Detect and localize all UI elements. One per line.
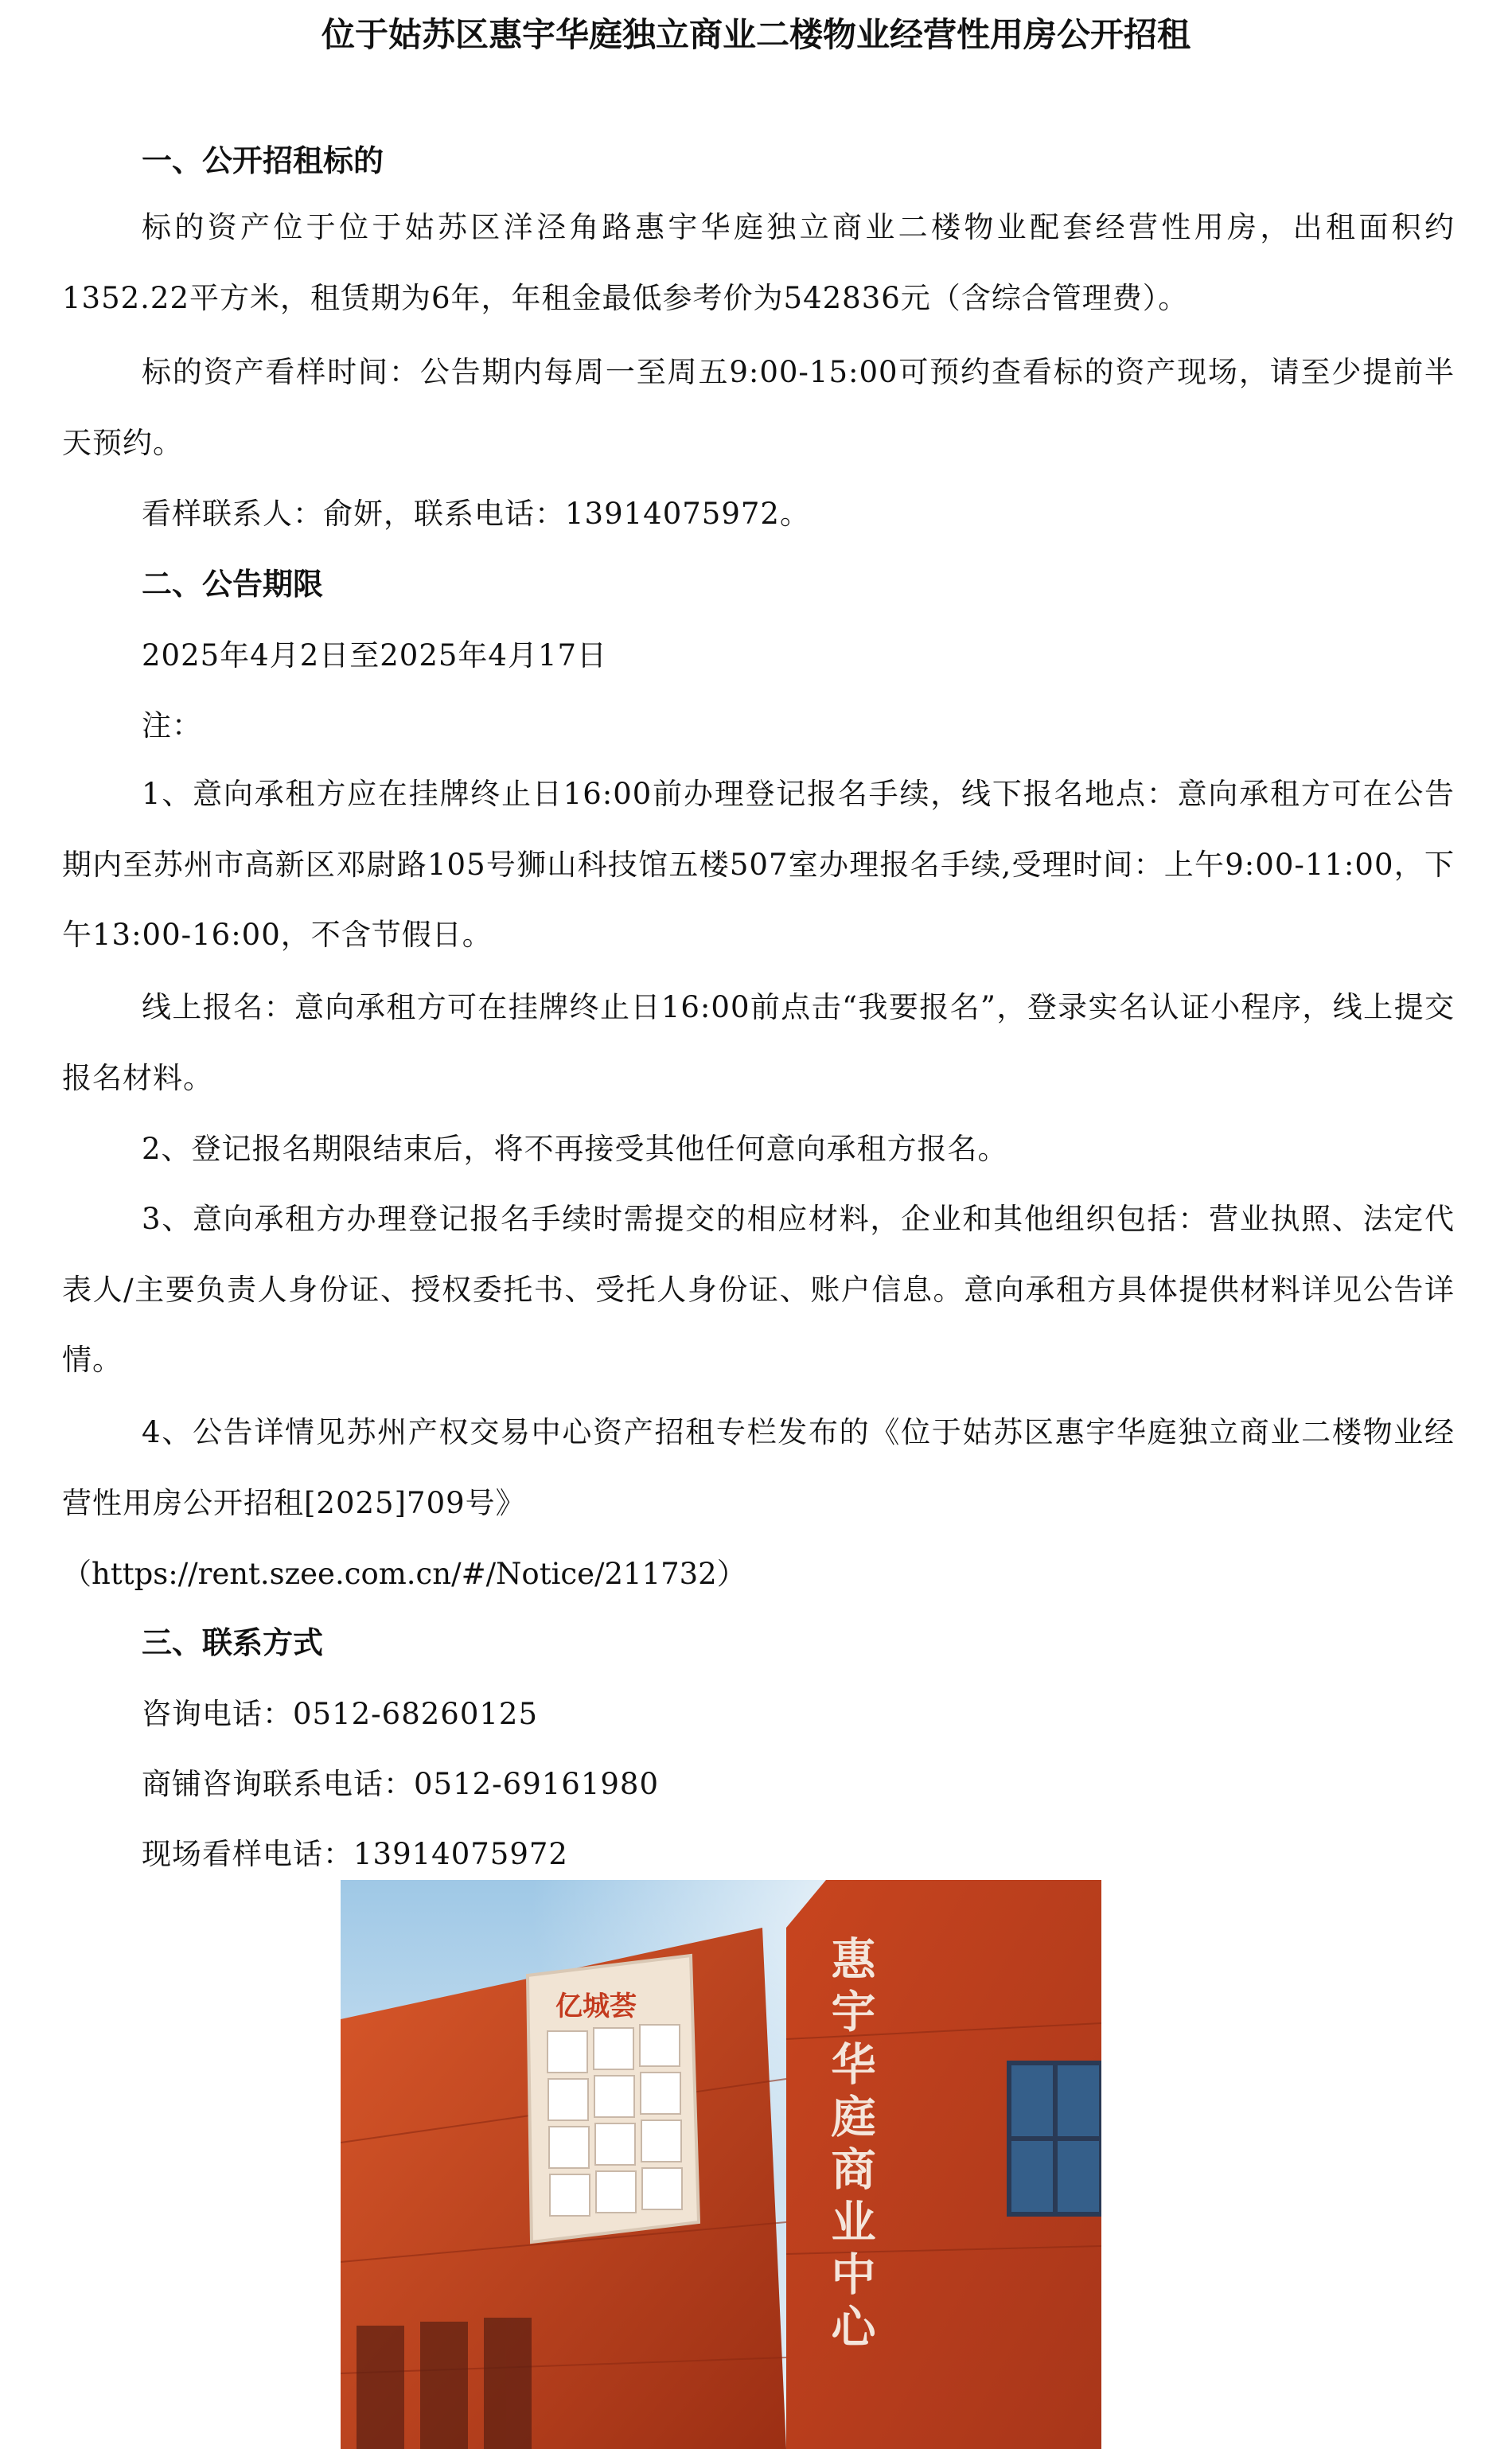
note-label: 注： [142,708,202,743]
consult-phone: 咨询电话：0512-68260125 [142,1697,538,1731]
note-online-registration: 线上报名：意向承租方可在挂牌终止日16:00前点击“我要报名”，登录实名认证小程序，线上提交报名材料。 [62,990,1455,1095]
section-heading-1: 一、公开招租标的 [142,143,384,178]
paragraph-viewing-time: 标的资产看样时间：公告期内每周一至周五9:00-15:00可预约查看标的资产现场，请至少提前半天预约。 [62,355,1455,460]
notice-url[interactable]: （https://rent.szee.com.cn/#/Notice/211732） [62,1557,746,1591]
section-heading-2: 二、公告期限 [142,567,324,602]
building-photo [341,1880,1101,2449]
vertical-sign-text: 惠宇华庭商业中心 [824,1936,876,2356]
billboard [528,1956,699,2242]
document-title: 位于姑苏区惠宇华庭独立商业二楼物业经营性用房公开招租 [321,15,1191,54]
billboard-title: 亿城荟 [555,1991,637,2022]
note-2: 2、登记报名期限结束后，将不再接受其他任何意向承租方报名。 [142,1132,1008,1166]
shop-consult-phone: 商铺咨询联系电话：0512-69161980 [142,1767,659,1801]
announcement-period: 2025年4月2日至2025年4月17日 [142,638,608,673]
viewing-contact: 看样联系人：俞妍，联系电话：13914075972。 [142,497,810,531]
paragraph-asset-description: 标的资产位于位于姑苏区洋泾角路惠宇华庭独立商业二楼物业配套经营性用房，出租面积约1352.22平方米，租赁期为6年，年租金最低参考价为542836元（含综合管理费）。 [62,210,1455,315]
site-viewing-phone: 现场看样电话：13914075972 [142,1837,568,1871]
note-3-materials: 3、意向承租方办理登记报名手续时需提交的相应材料，企业和其他组织包括：营业执照、法定代表人/主要负责人身份证、授权委托书、受托人身份证、账户信息。意向承租方具体提供材料详见公告详情。 [62,1202,1455,1377]
note-1-registration: 1、意向承租方应在挂牌终止日16:00前办理登记报名手续，线下报名地点：意向承租方可在公告期内至苏州市高新区邓尉路105号狮山科技馆五楼507室办理报名手续,受理时间：上午9:00-11:00，下午13:00-16:00，不含节假日。 [62,777,1455,952]
building-illustration [341,1880,1101,2449]
section-heading-3: 三、联系方式 [142,1625,324,1660]
note-4-details: 4、公告详情见苏州产权交易中心资产招租专栏发布的《位于姑苏区惠宇华庭独立商业二楼物业经营性用房公开招租[2025]709号》 [62,1415,1455,1520]
